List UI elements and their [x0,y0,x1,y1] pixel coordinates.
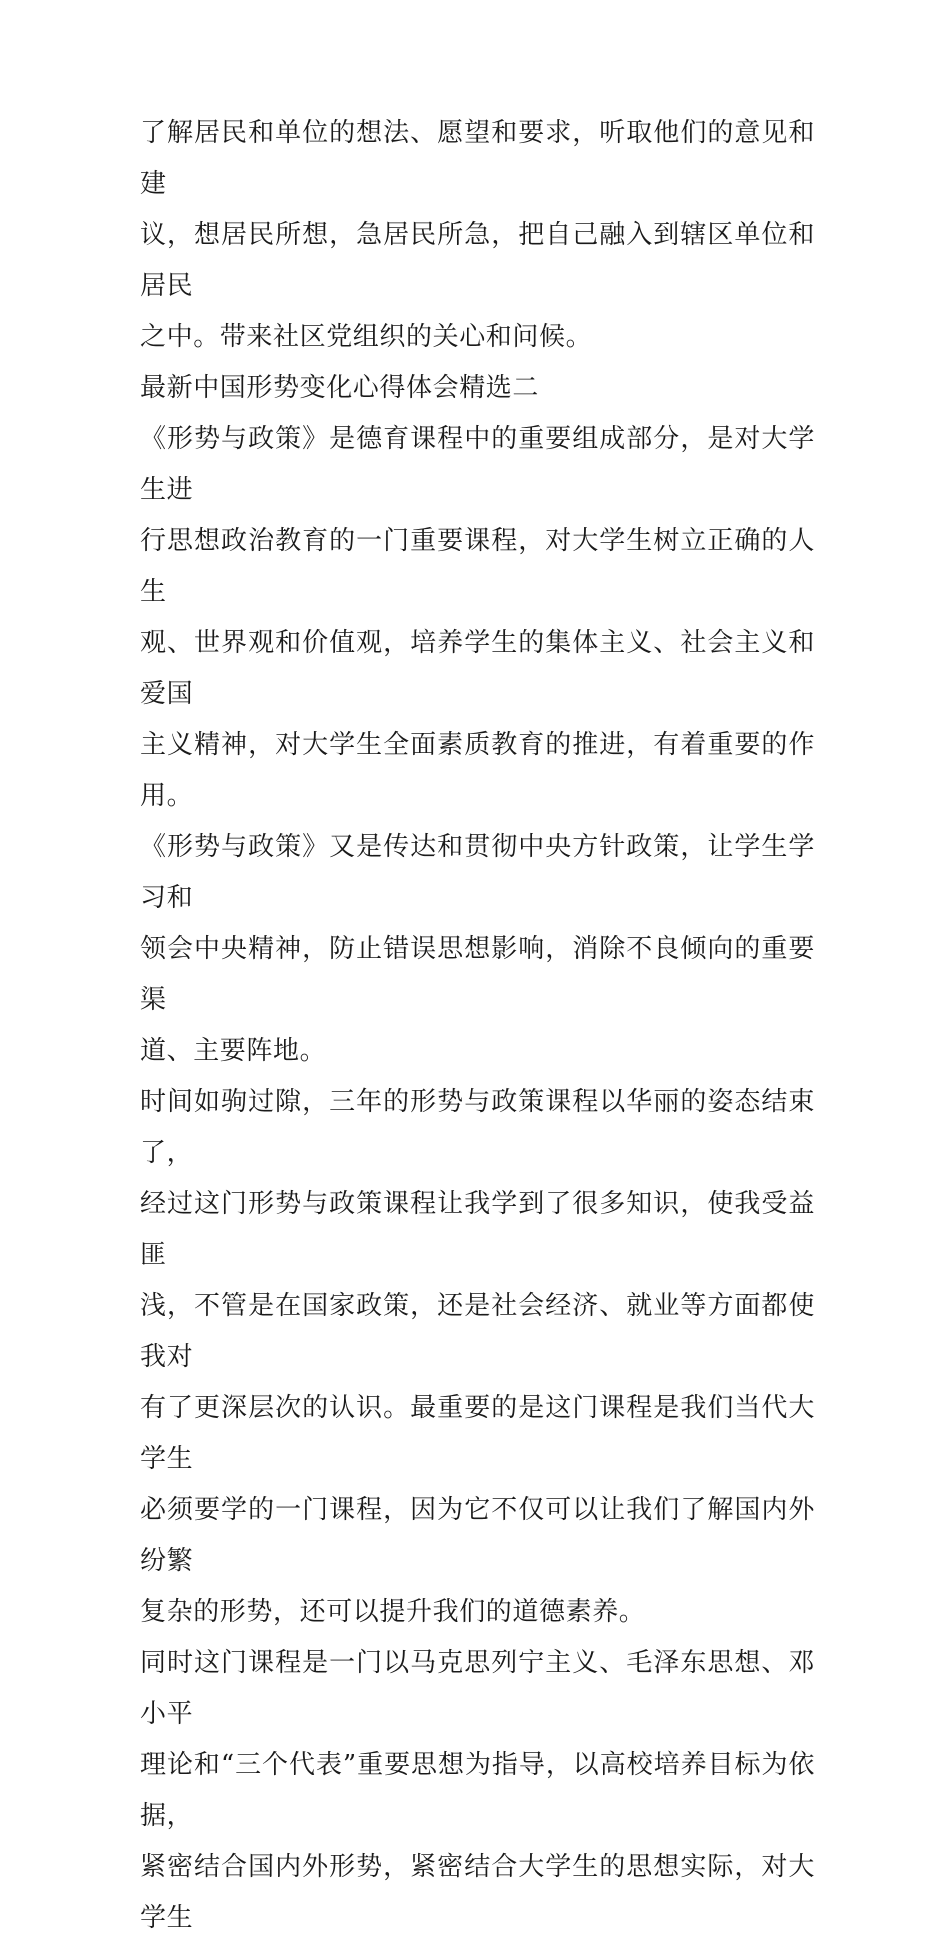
section-heading: 最新中国形势变化心得体会精选二 [140,373,540,403]
paragraph-resident-feedback: 了解居民和单位的想法、愿望和要求，听取他们的意见和建 议，想居民所想，急居民所急，把自己融入到辖区单位和居民 之中。带来社区党组织的关心和问候。 [140,118,815,352]
paragraph-reflection: 时间如驹过隙，三年的形势与政策课程以华丽的姿态结束了， 经过这门形势与政策课程让我学到了很多知识，使我受益匪 浅，不管是在国家政策，还是社会经济、就业等方面都使我对 有了更深层次的认识。最重要的是这门课程是我们当代大学生 必须要学的一门课程，因为它不仅可以让我们了解国内外纷繁 复杂的形势，还可以提升我们的道德素养。 [140,1087,815,1627]
paragraph-guiding-theory: 同时这门课程是一门以马克思列宁主义、毛泽东思想、邓小平 理论和“三个代表”重要思想为指导，以高校培养目标为依据， 紧密结合国内外形势，紧密结合大学生的思想实际，对大学生 [140,1648,815,1933]
document-page [140,108,815,1944]
paragraph-course-importance: 《形势与政策》是德育课程中的重要组成部分，是对大学生进 行思想政治教育的一门重要课程，对大学生树立正确的人生 观、世界观和价值观，培养学生的集体主义、社会主义和爱国 主义精神，对大学生全面素质教育的推进，有着重要的作用。 《形势与政策》又是传达和贯彻中央方针政策，让学生学习和 领会中央精神，防止错误思想影响，消除不良倾向的重要渠 道、主要阵地。 [140,424,815,1066]
